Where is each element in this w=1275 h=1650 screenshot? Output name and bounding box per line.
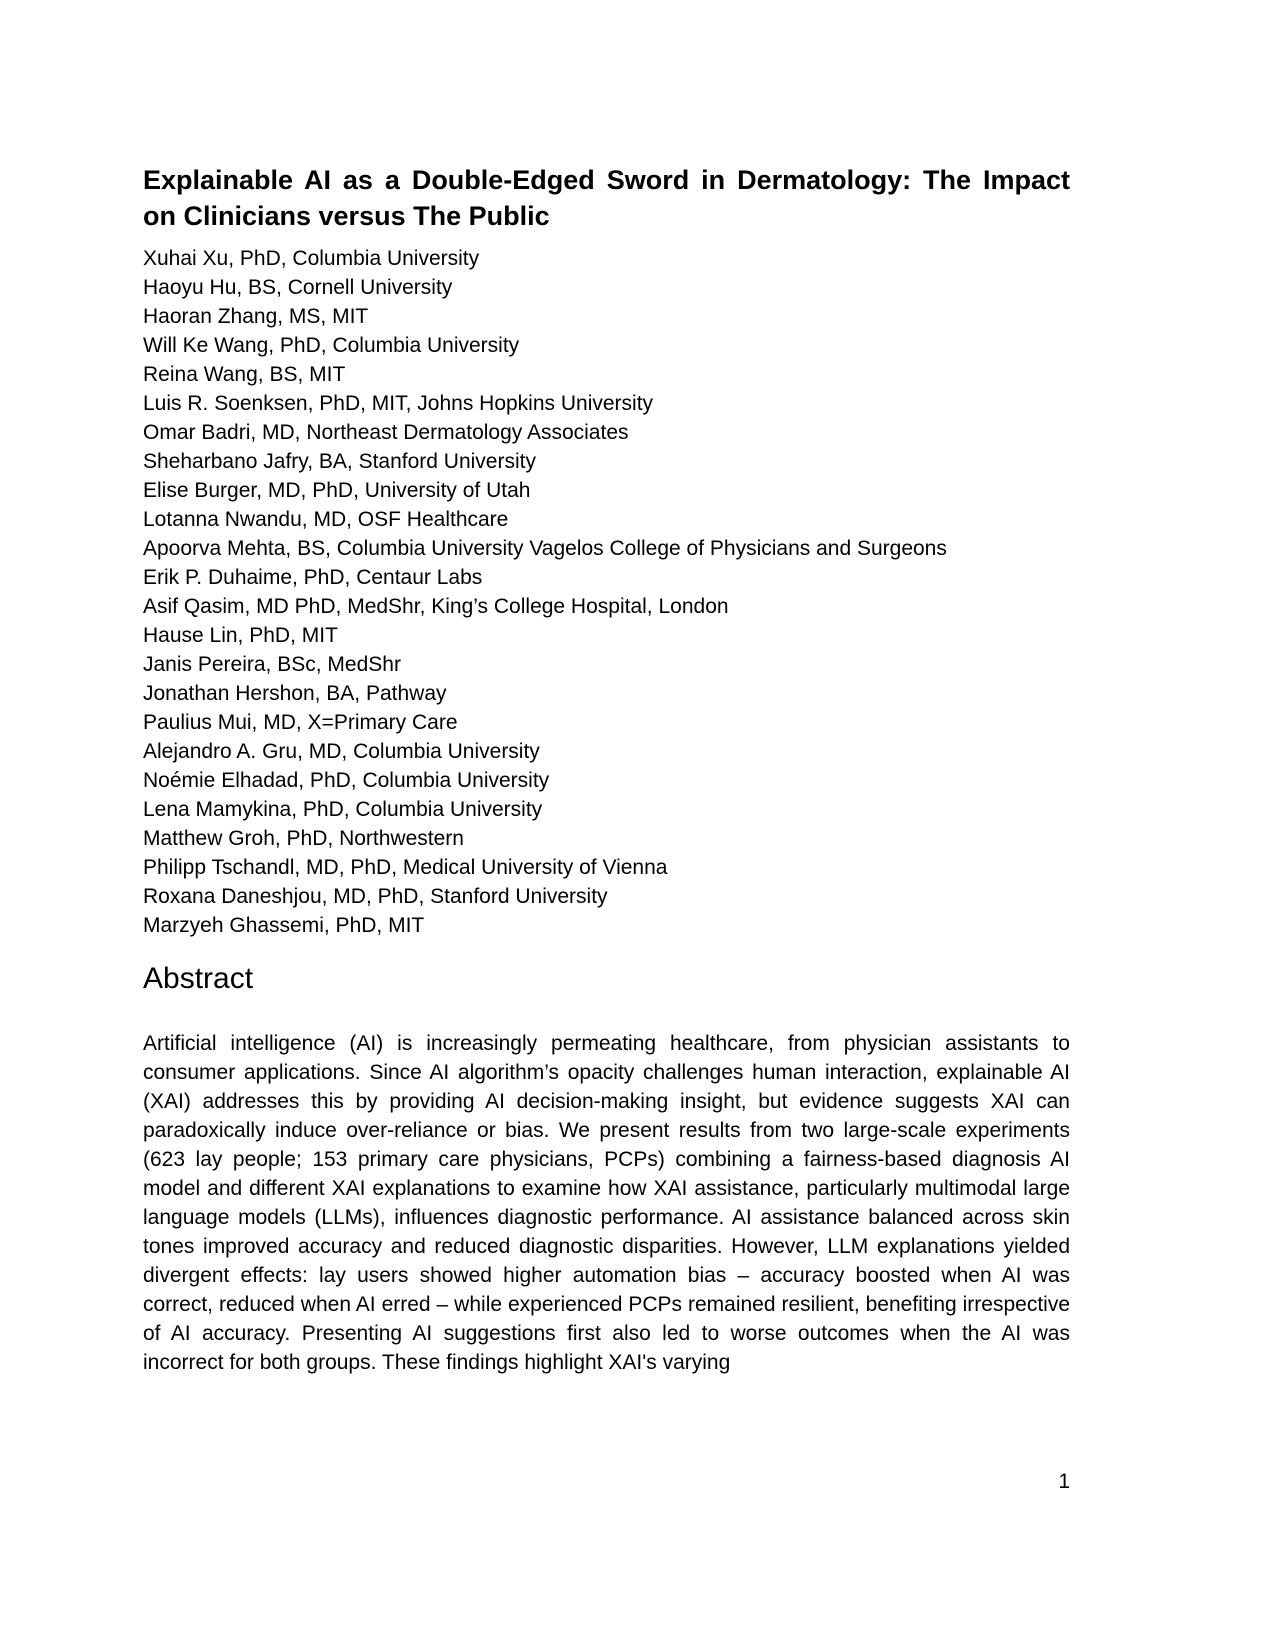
author-entry: Sheharbano Jafry, BA, Stanford University: [143, 450, 536, 473]
abstract-text: Artificial intelligence (AI) is increasingly permeating healthcare, from physician assistants to consumer applications. Since AI algorithm’s opacity challenges human interaction, explainable AI (XAI) addresses this by providing AI decision-making insight, but evidence suggests XAI can paradoxically induce over-reliance or bias. We present results from two large-scale experiments (623 lay people; 153 primary care physicians, PCPs) combining a fairness-based diagnosis AI model and different XAI explanations to examine how XAI assistance, particularly multimodal large language models (LLMs), influences diagnostic performance. AI assistance balanced across skin tones improved accuracy and reduced diagnostic disparities. However, LLM explanations yielded divergent effects: lay users showed higher automation bias – accuracy boosted when AI was correct, reduced when AI erred – while experienced PCPs remained resilient, benefiting irrespective of AI accuracy. Presenting AI suggestions first also led to worse outcomes when the AI was incorrect for both groups. These findings highlight XAI's varying: [143, 1032, 1070, 1374]
author-entry: Erik P. Duhaime, PhD, Centaur Labs: [143, 566, 483, 589]
author-entry: Haoyu Hu, BS, Cornell University: [143, 276, 453, 299]
author-entry: Asif Qasim, MD PhD, MedShr, King’s College Hospital, London: [143, 595, 729, 618]
author-entry: Lena Mamykina, PhD, Columbia University: [143, 798, 543, 821]
author-entry: Philipp Tschandl, MD, PhD, Medical University of Vienna: [143, 856, 668, 879]
author-entry: Jonathan Hershon, BA, Pathway: [143, 682, 447, 705]
author-entry: Paulius Mui, MD, X=Primary Care: [143, 711, 458, 734]
author-entry: Elise Burger, MD, PhD, University of Utah: [143, 479, 531, 502]
author-entry: Alejandro A. Gru, MD, Columbia University: [143, 740, 540, 763]
author-entry: Will Ke Wang, PhD, Columbia University: [143, 334, 520, 357]
page-number: 1: [1058, 1470, 1070, 1493]
author-list: [143, 244, 1070, 940]
author-entry: Hause Lin, PhD, MIT: [143, 624, 338, 647]
author-entry: Noémie Elhadad, PhD, Columbia University: [143, 769, 550, 792]
author-entry: Xuhai Xu, PhD, Columbia University: [143, 247, 480, 270]
paper-title: Explainable AI as a Double-Edged Sword in Dermatology: The Impact on Clinicians versus The Public: [143, 165, 1070, 231]
author-entry: Lotanna Nwandu, MD, OSF Healthcare: [143, 508, 509, 531]
paper-page: [143, 0, 1070, 1650]
abstract-heading: Abstract: [143, 962, 254, 995]
author-entry: Reina Wang, BS, MIT: [143, 363, 346, 386]
author-entry: Luis R. Soenksen, PhD, MIT, Johns Hopkins University: [143, 392, 654, 415]
author-entry: Omar Badri, MD, Northeast Dermatology Associates: [143, 421, 629, 444]
author-entry: Haoran Zhang, MS, MIT: [143, 305, 369, 328]
author-entry: Marzyeh Ghassemi, PhD, MIT: [143, 914, 425, 937]
author-entry: Matthew Groh, PhD, Northwestern: [143, 827, 464, 850]
author-entry: Janis Pereira, BSc, MedShr: [143, 653, 401, 676]
author-entry: Roxana Daneshjou, MD, PhD, Stanford University: [143, 885, 608, 908]
author-entry: Apoorva Mehta, BS, Columbia University Vagelos College of Physicians and Surgeons: [143, 537, 947, 560]
